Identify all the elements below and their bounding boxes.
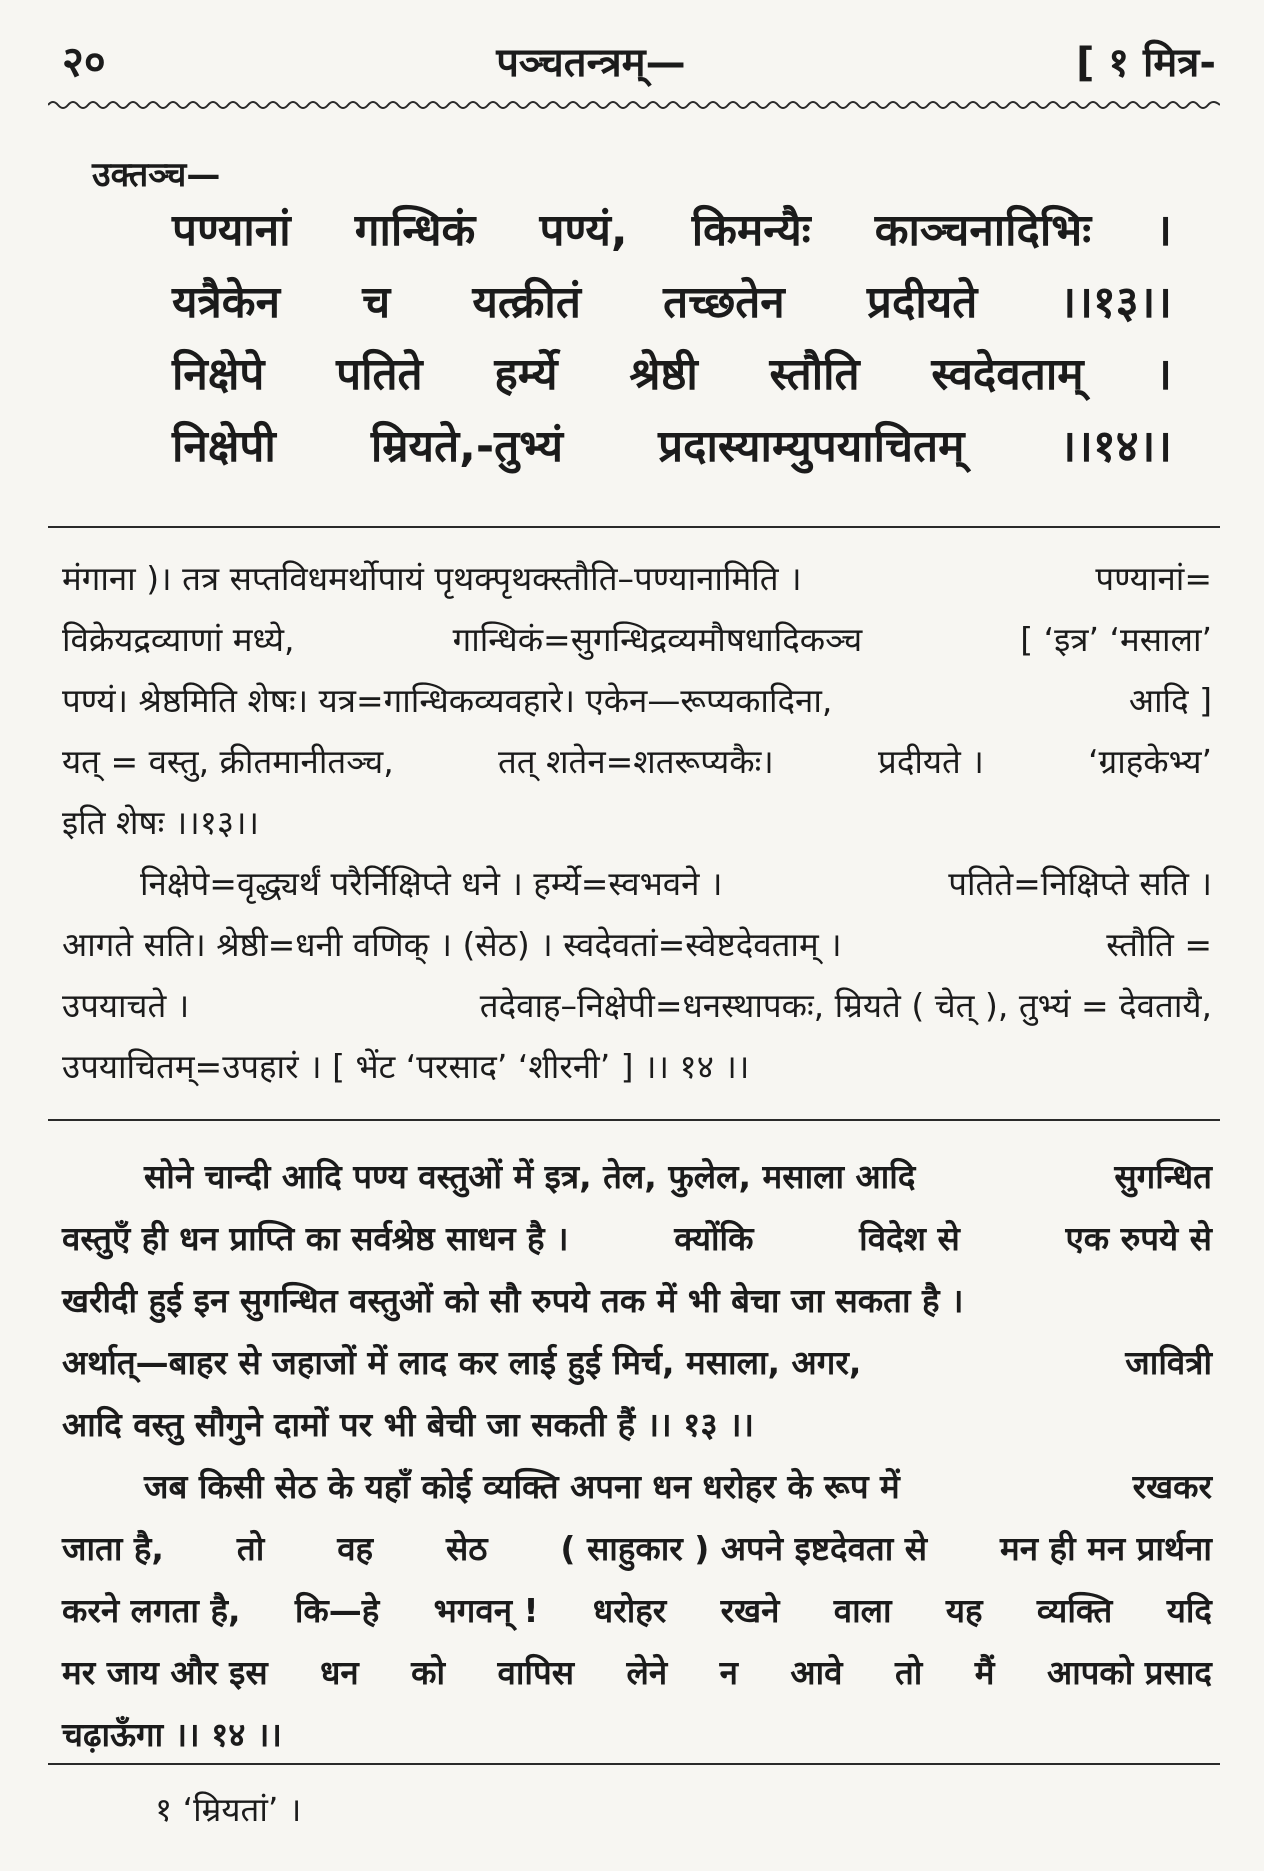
verse-word: प्रदीयते <box>866 277 978 328</box>
text-segment: अर्थात्—बाहर से जहाजों में लाद कर लाई हुई मिर्च, मसाला, अगर, <box>62 1343 862 1382</box>
text-segment: यह <box>945 1591 983 1630</box>
text-segment: तदेवाह–निक्षेपी=धनस्थापकः, म्रियते ( चेत् ), तुभ्यं = देवतायै, <box>479 986 1212 1025</box>
text-segment: यत् = वस्तु, क्रीतमानीतञ्च, <box>62 742 394 781</box>
verse-word: काञ्चनादिभिः <box>874 205 1092 256</box>
text-line <box>62 1208 1212 1270</box>
verse-word: । <box>1155 205 1172 256</box>
text-segment: कि—हे <box>294 1591 380 1630</box>
text-segment: आदि वस्तु सौगुने दामों पर भी बेची जा सकती हैं ।। १३ ।। <box>62 1405 755 1444</box>
text-segment: वस्तुएँ ही धन प्राप्ति का सर्वश्रेष्ठ साधन है । <box>62 1219 569 1258</box>
text-segment: एक रुपये से <box>1065 1219 1212 1258</box>
text-segment: भगवन् ! <box>433 1591 539 1630</box>
text-line <box>62 792 1212 853</box>
page-header <box>62 30 1216 90</box>
verse-line <box>172 264 1172 336</box>
text-segment: मैं <box>974 1653 995 1692</box>
text-segment: मन ही मन प्रार्थना <box>1000 1529 1212 1568</box>
running-title: पञ्चतन्त्रम्— <box>496 39 686 86</box>
verse-word: स्तौति <box>769 349 860 400</box>
text-segment: रखकर <box>1132 1467 1212 1506</box>
text-line <box>62 1036 1212 1097</box>
text-segment: तो <box>236 1529 265 1568</box>
section-divider <box>48 526 1220 528</box>
text-segment: लेने <box>626 1653 668 1692</box>
text-segment: आदि ] <box>1128 681 1212 720</box>
text-segment: मंगाना )। तत्र सप्तविधमर्थोपायं पृथक्पृथक्स्तौति–पण्यानामिति । <box>62 559 802 598</box>
verse-number: ।।१३।। <box>1059 277 1172 328</box>
verse-number: ।।१४।। <box>1059 421 1172 472</box>
verse-word: स्वदेवताम् <box>931 349 1084 400</box>
verse-word: पण्यानां <box>172 205 291 256</box>
text-segment: विदेश से <box>859 1219 960 1258</box>
section-reference: [ १ मित्र- <box>1076 39 1216 86</box>
text-segment: स्तौति = <box>1106 925 1212 964</box>
text-line <box>62 1518 1212 1580</box>
text-line <box>62 670 1212 731</box>
verse-word: हर्म्ये <box>494 349 558 400</box>
verse-word: पण्यं, <box>539 205 628 256</box>
text-line <box>62 1394 1212 1456</box>
text-segment: जब किसी सेठ के यहाँ कोई व्यक्ति अपना धन धरोहर के रूप में <box>144 1467 900 1506</box>
text-segment: न <box>719 1653 738 1692</box>
text-line <box>62 853 1212 914</box>
text-segment: को <box>411 1653 446 1692</box>
text-segment: आगते सति। श्रेष्ठी=धनी वणिक् । (सेठ) । स्वदेवतां=स्वेष्टदेवताम् । <box>62 925 842 964</box>
text-segment: पण्यं। श्रेष्ठमिति शेषः। यत्र=गान्धिकव्यवहारे। एकेन—रूप्यकादिना, <box>62 681 833 720</box>
page-number: २० <box>62 36 106 86</box>
wavy-divider <box>48 98 1220 112</box>
text-line <box>62 609 1212 670</box>
text-segment: आवे <box>790 1653 843 1692</box>
text-line <box>62 1332 1212 1394</box>
text-line <box>62 975 1212 1036</box>
text-line <box>62 731 1212 792</box>
footnote: १ ‘म्रियतां’ । <box>155 1790 302 1829</box>
text-segment: पतिते=निक्षिप्ते सति । <box>948 864 1212 903</box>
section-divider <box>48 1119 1220 1121</box>
verse-word: । <box>1155 349 1172 400</box>
text-segment: जाता है, <box>62 1529 164 1568</box>
footnote-divider <box>48 1763 1220 1765</box>
text-segment: वापिस <box>497 1653 575 1692</box>
text-segment: विक्रेयद्रव्याणां मध्ये, <box>62 620 295 659</box>
verse-word: गान्धिकं <box>354 205 476 256</box>
verse-word: यत्क्रीतं <box>472 277 581 328</box>
text-line <box>62 1642 1212 1704</box>
verse-word: प्रदास्याम्युपयाचितम् <box>658 421 965 472</box>
verse-line <box>172 336 1172 408</box>
text-segment: तो <box>894 1653 923 1692</box>
text-segment: वह <box>337 1529 374 1568</box>
text-segment: निक्षेपे=वृद्ध्यर्थं परैर्निक्षिप्ते धने । हर्म्ये=स्वभवने । <box>140 864 723 903</box>
verse-word: किमन्यैः <box>691 205 811 256</box>
text-line <box>62 1456 1212 1518</box>
text-segment: आपको प्रसाद <box>1046 1653 1212 1692</box>
text-segment: ( साहुकार ) अपने इष्टदेवता से <box>560 1529 928 1568</box>
text-segment: मर जाय और इस <box>62 1653 268 1692</box>
text-segment: चढ़ाऊँगा ।। १४ ।। <box>62 1715 282 1754</box>
text-segment: उपयाचते । <box>62 986 190 1025</box>
verse-word: यत्रैकेन <box>172 277 281 328</box>
text-segment: तत् शतेन=शतरूप्यकैः। <box>497 742 774 781</box>
text-segment: उपयाचितम्=उपहारं । [ भेंट ‘परसाद’ ‘शीरनी’ ] ।। १४ ।। <box>62 1047 750 1086</box>
verse-word: पतिते <box>336 349 423 400</box>
verse-line <box>172 408 1172 480</box>
text-segment: वाला <box>833 1591 892 1630</box>
text-segment: जावित्री <box>1125 1343 1212 1382</box>
verse-block <box>172 192 1172 480</box>
text-line <box>62 548 1212 609</box>
text-segment: क्योंकि <box>674 1219 754 1258</box>
verse-word: निक्षेपी <box>172 421 276 472</box>
verse-word: श्रेष्ठी <box>629 349 698 400</box>
text-line <box>62 1704 1212 1766</box>
text-line <box>62 1146 1212 1208</box>
hindi-translation <box>62 1146 1212 1766</box>
text-segment: इति शेषः ।।१३।। <box>62 803 260 842</box>
text-segment: व्यक्ति <box>1036 1591 1113 1630</box>
sanskrit-commentary <box>62 548 1212 1097</box>
verse-word: तच्छतेन <box>663 277 785 328</box>
text-segment: यदि <box>1166 1591 1212 1630</box>
verse-line <box>172 192 1172 264</box>
text-segment: खरीदी हुई इन सुगन्धित वस्तुओं को सौ रुपये तक में भी बेचा जा सकता है । <box>62 1281 964 1320</box>
text-line <box>62 914 1212 975</box>
text-segment: करने लगता है, <box>62 1591 241 1630</box>
text-segment: [ ‘इत्र’ ‘मसाला’ <box>1020 620 1212 659</box>
text-line <box>62 1270 1212 1332</box>
text-segment: प्रदीयते । <box>878 742 984 781</box>
text-segment: रखने <box>720 1591 780 1630</box>
text-segment: धरोहर <box>592 1591 667 1630</box>
verse-word: निक्षेपे <box>172 349 265 400</box>
verse-word: म्रियते,-तुभ्यं <box>370 421 564 472</box>
text-segment: ‘ग्राहकेभ्य’ <box>1088 742 1212 781</box>
text-segment: गान्धिकं=सुगन्धिद्रव्यमौषधादिकञ्च <box>452 620 863 659</box>
text-segment: पण्यानां= <box>1095 559 1212 598</box>
verse-word: च <box>362 277 391 328</box>
text-segment: धन <box>320 1653 359 1692</box>
text-line <box>62 1580 1212 1642</box>
text-segment: सेठ <box>446 1529 488 1568</box>
text-segment: सोने चान्दी आदि पण्य वस्तुओं में इत्र, तेल, फुलेल, मसाला आदि <box>144 1157 916 1196</box>
text-segment: सुगन्धित <box>1114 1157 1212 1196</box>
intro-label: उक्तञ्च— <box>92 155 221 195</box>
